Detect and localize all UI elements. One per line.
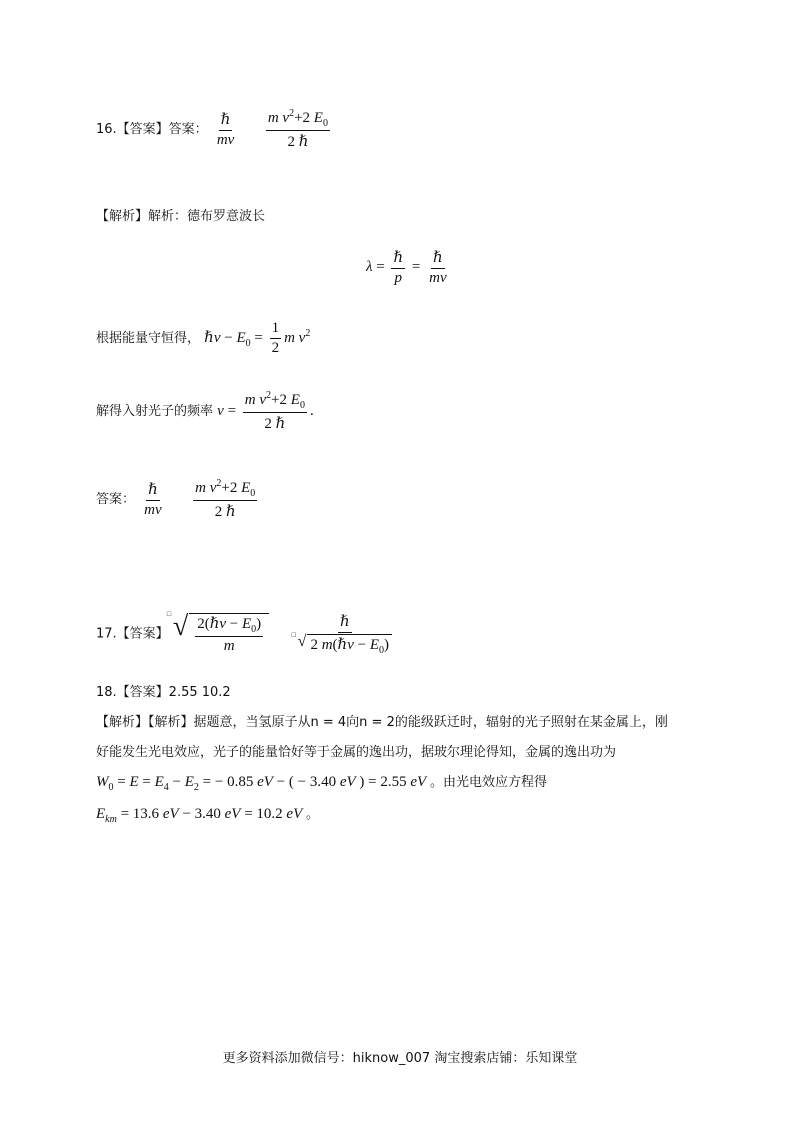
- q17-formula: □ √ $\frac{2(\hbar\nu - E_0)}{m}$ ℏ □ √ 2 m(ℏν − $E_0$): [173, 625, 397, 641]
- q16-energy-text: 根据能量守恒得，: [96, 330, 201, 346]
- q16-energy-line: [96, 320, 310, 357]
- q18-line3-tail: 。由光电效应方程得: [429, 775, 547, 790]
- q16-frequency-formula: ν = $\frac{m v^2+2 E_0}{\text{2 ℏ}}$ .: [217, 390, 314, 432]
- q16-label: 16.【答案】答案：: [96, 121, 208, 137]
- q18-analysis-line3: [96, 771, 547, 793]
- q16-final-formula: $\frac{\text{ℏ}}{mv}$ $\frac{m v^2+2 E_0}{\text{2 ℏ}}$: [144, 478, 256, 520]
- q16-solve-line: [96, 390, 314, 433]
- q18-kinetic-energy-formula: $E_{km} = 13.6$ eV − 3.40 eV = 10.2 eV: [96, 806, 303, 825]
- q17-label: 17.【答案】: [96, 626, 169, 642]
- q16-wavelength-formula: λ = $\frac{\text{ℏ}}{p}$ = $\frac{\text{ℏ}}{mv}$: [366, 250, 447, 286]
- page-footer: 更多资料添加微信号：hiknow_007 淘宝搜索店铺：乐知课堂: [222, 1051, 578, 1066]
- q16-energy-formula: ℏν − $E_0$ = $\frac{1}{2}$ m $v^2$: [204, 320, 311, 356]
- q17-answer-line: [96, 612, 397, 656]
- q16-solve-text: 解得入射光子的频率: [96, 403, 214, 419]
- q16-final-answer-line: [96, 478, 260, 521]
- q18-line4-tail: 。: [305, 807, 319, 822]
- q16-answer-label: 答案：: [96, 491, 136, 507]
- q18-answer: 18.【答案】2.55 10.2: [96, 685, 231, 700]
- q18-analysis-line4: [96, 803, 319, 825]
- q16-answer-line: [96, 108, 333, 151]
- q16-analysis-heading: 【解析】解析：德布罗意波长: [96, 209, 266, 224]
- q18-analysis-line1: 【解析】【解析】据题意，当氢原子从n = 4向n = 2的能级跃迁时，辐射的光子照射在某金属上，刚: [96, 715, 668, 730]
- q16-answer-formula: $\frac{\text{ℏ}}{mv}$ $\frac{m v^2+2 E_0}{\text{2 ℏ}}$: [216, 108, 328, 150]
- q18-analysis-line2: 好能发生光电效应，光子的能量恰好等于金属的逸出功，据玻尔理论得知，金属的逸出功为: [96, 745, 617, 760]
- q18-work-function-formula: $W_0 = E = E_4 - E_2$ = − 0.85 eV − ( − 3.40 eV ) = 2.55 eV: [96, 774, 427, 793]
